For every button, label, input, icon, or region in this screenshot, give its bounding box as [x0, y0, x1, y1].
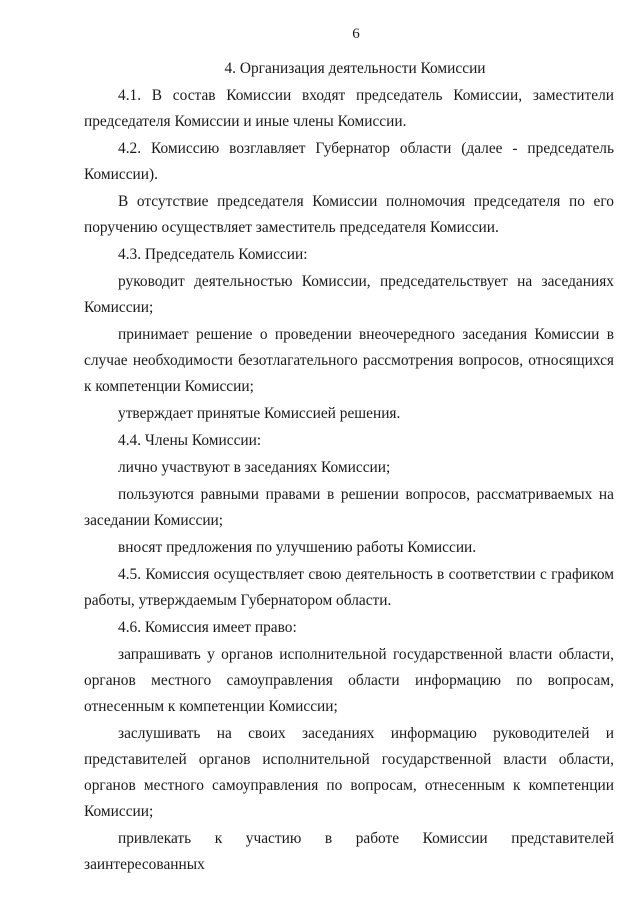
- paragraph-right-2: заслушивать на своих заседаниях информацию руководителей и представителей органов исполнительной государственной власти области, органов местного самоуправления по вопросам, отнесенным к компетенции Комиссии;: [84, 725, 614, 820]
- paragraph-right-1: запрашивать у органов исполнительной государственной власти области, органов местного самоуправления области информацию по вопросам, отнесенным к компетенции Комиссии;: [84, 646, 614, 715]
- paragraph-member-duty-1: лично участвуют в заседаниях Комиссии;: [118, 459, 391, 476]
- paragraph-member-duty-2: пользуются равными правами в решении вопросов, рассматриваемых на заседании Комиссии;: [84, 486, 614, 529]
- paragraph-chair-absence: В отсутствие председателя Комиссии полномочия председателя по его поручению осуществляет заместитель председателя Комиссии.: [84, 193, 614, 236]
- paragraph-4-2: 4.2. Комиссию возглавляет Губернатор области (далее - председатель Комиссии).: [84, 140, 614, 183]
- paragraph-chair-duty-2: принимает решение о проведении внеочередного заседания Комиссии в случае необходимости безотлагательного рассмотрения вопросов, относящихся к компетенции Комиссии;: [84, 326, 614, 395]
- paragraph-4-4: 4.4. Члены Комиссии:: [118, 432, 262, 449]
- paragraph-chair-duty-3: утверждает принятые Комиссией решения.: [118, 405, 401, 422]
- document-body: [84, 56, 614, 879]
- paragraph-chair-duty-1: руководит деятельностью Комиссии, председательствует на заседаниях Комиссии;: [84, 273, 614, 316]
- paragraph-4-1: 4.1. В состав Комиссии входят председатель Комиссии, заместители председателя Комиссии и иные члены Комиссии.: [84, 87, 614, 130]
- paragraph-member-duty-3: вносят предложения по улучшению работы Комиссии.: [118, 539, 477, 556]
- paragraph-right-3: привлекать к участию в работе Комиссии представителей заинтересованных: [84, 830, 614, 873]
- section-heading: 4. Организация деятельности Комиссии: [224, 60, 486, 77]
- paragraph-4-3: 4.3. Председатель Комиссии:: [118, 246, 308, 263]
- paragraph-4-5: 4.5. Комиссия осуществляет свою деятельность в соответствии с графиком работы, утверждаемым Губернатором области.: [84, 566, 614, 609]
- page-number: 6: [352, 26, 360, 42]
- paragraph-4-6: 4.6. Комиссия имеет право:: [118, 619, 297, 636]
